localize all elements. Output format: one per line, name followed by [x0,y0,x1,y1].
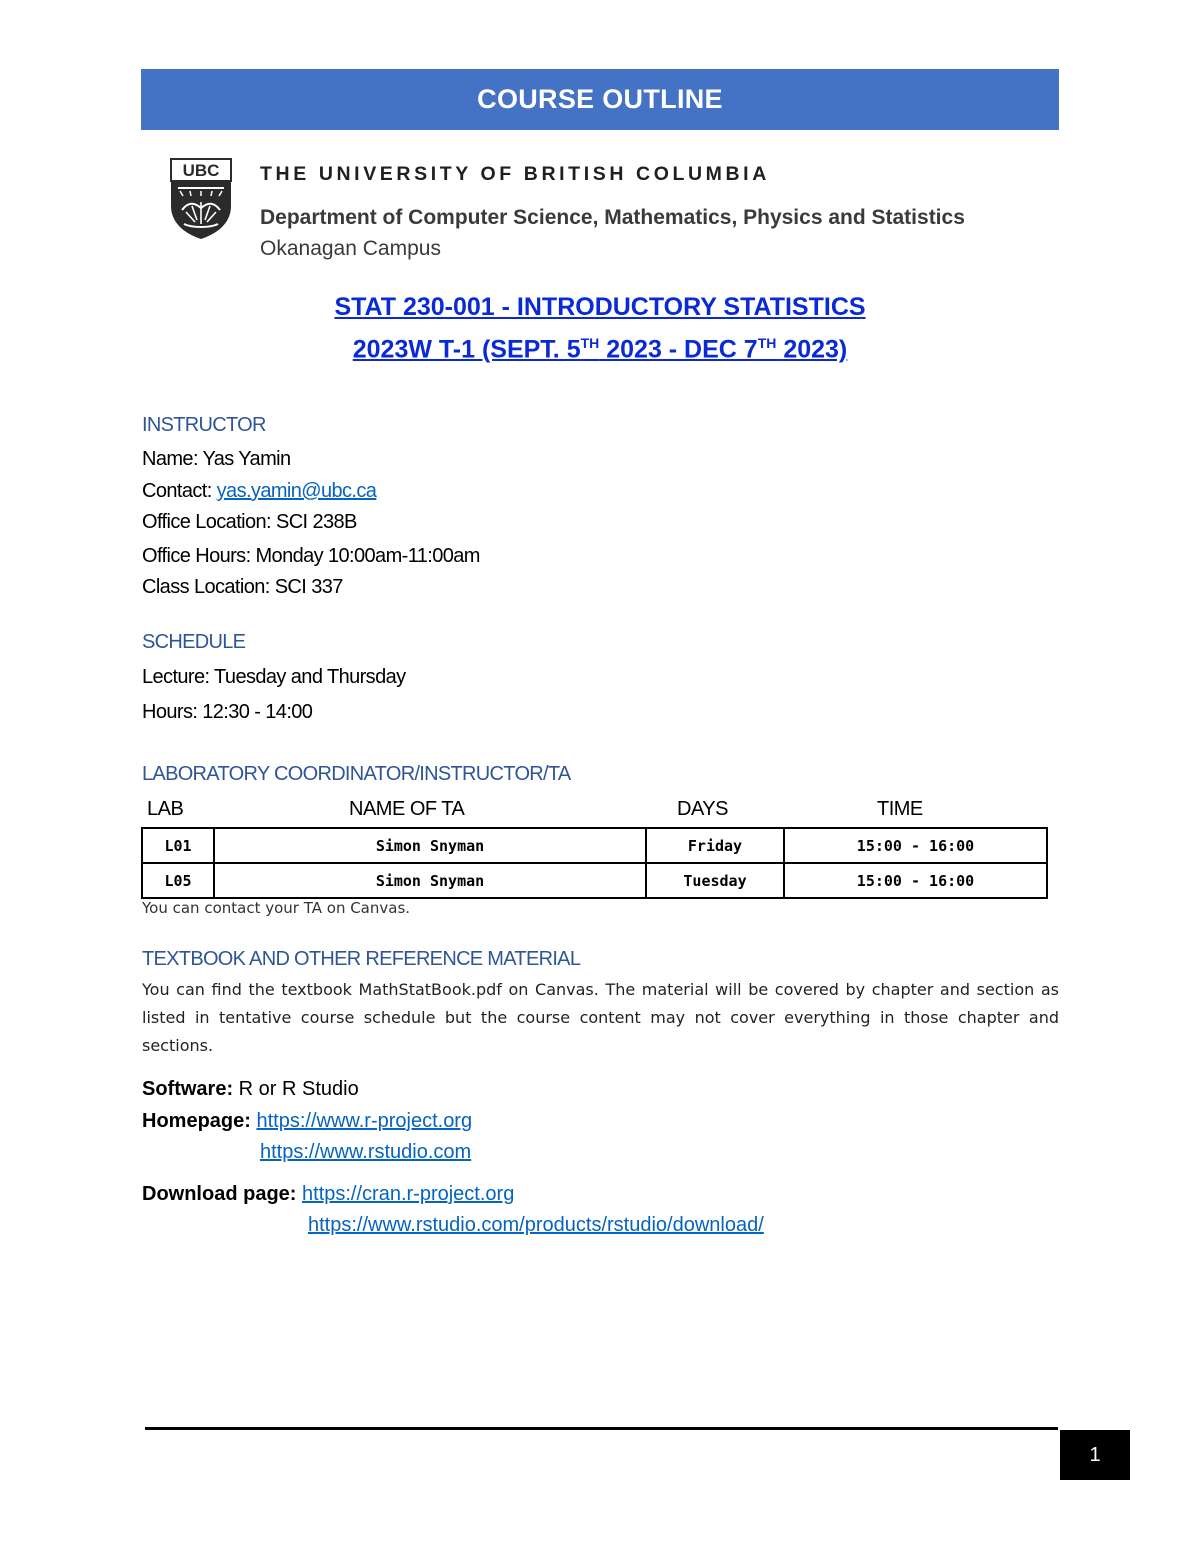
logo-text: UBC [182,161,220,180]
university-name: THE UNIVERSITY OF BRITISH COLUMBIA [260,163,770,185]
textbook-heading: TEXTBOOK AND OTHER REFERENCE MATERIAL [142,948,581,970]
time-column-header: TIME [877,798,923,820]
lab-cell: L05 [142,863,214,898]
schedule-heading: SCHEDULE [142,631,246,653]
lab-table [141,827,1048,899]
office-location: Office Location: SCI 238B [142,511,357,533]
instructor-email-link[interactable]: yas.yamin@ubc.ca [216,480,377,502]
department-name: Department of Computer Science, Mathematics, Physics and Statistics [260,206,965,229]
textbook-paragraph: You can find the textbook MathStatBook.pdf on Canvas. The material will be covered by chapter and section as listed in tentative course schedule but the course content may not cover everything in those chapter and sections. [142,980,1059,1055]
time-cell: 15:00 - 16:00 [784,863,1047,898]
software-line: Software: R or R Studio [142,1078,359,1100]
campus-name: Okanagan Campus [260,237,441,260]
course-outline-banner [141,69,1059,130]
table-row [142,828,1047,863]
labs-heading: LABORATORY COORDINATOR/INSTRUCTOR/TA [142,763,571,785]
footer-rule [145,1427,1058,1430]
r-project-homepage-link[interactable]: https://www.r-project.org [256,1110,473,1132]
table-row [142,863,1047,898]
lecture-hours: Hours: 12:30 - 14:00 [142,701,313,723]
lecture-days: Lecture: Tuesday and Thursday [142,666,406,688]
office-hours: Office Hours: Monday 10:00am-11:00am [142,545,480,567]
ta-cell: Simon Snyman [214,863,646,898]
day-cell: Tuesday [646,863,784,898]
course-term: 2023W T-1 (SEPT. 5TH 2023 - DEC 7TH 2023) [352,335,848,364]
class-location: Class Location: SCI 337 [142,576,343,598]
instructor-contact: Contact: yas.yamin@ubc.ca [142,480,377,502]
cran-download-link[interactable]: https://cran.r-project.org [302,1183,515,1205]
instructor-heading: INSTRUCTOR [142,414,266,436]
ta-column-header: NAME OF TA [349,798,465,820]
ubc-crest-logo [170,158,232,240]
rstudio-download-link[interactable]: https://www.rstudio.com/products/rstudio/download/ [308,1214,764,1236]
instructor-name: Name: Yas Yamin [142,448,291,470]
ta-cell: Simon Snyman [214,828,646,863]
time-cell: 15:00 - 16:00 [784,828,1047,863]
page-number-box [1060,1430,1130,1480]
homepage-line-2 [260,1141,471,1164]
day-cell: Friday [646,828,784,863]
lab-cell: L01 [142,828,214,863]
ta-contact-note: You can contact your TA on Canvas. [142,899,411,917]
rstudio-homepage-link[interactable]: https://www.rstudio.com [260,1141,472,1163]
banner-title: COURSE OUTLINE [477,84,723,114]
page-number: 1 [1089,1443,1101,1466]
days-column-header: DAYS [677,798,728,820]
lab-column-header: LAB [147,798,184,820]
download-line-2 [308,1214,764,1237]
download-line: Download page: https://cran.r-project.org [142,1183,515,1205]
homepage-line: Homepage: https://www.r-project.org [142,1110,473,1132]
course-title: STAT 230-001 - INTRODUCTORY STATISTICS [334,293,866,321]
